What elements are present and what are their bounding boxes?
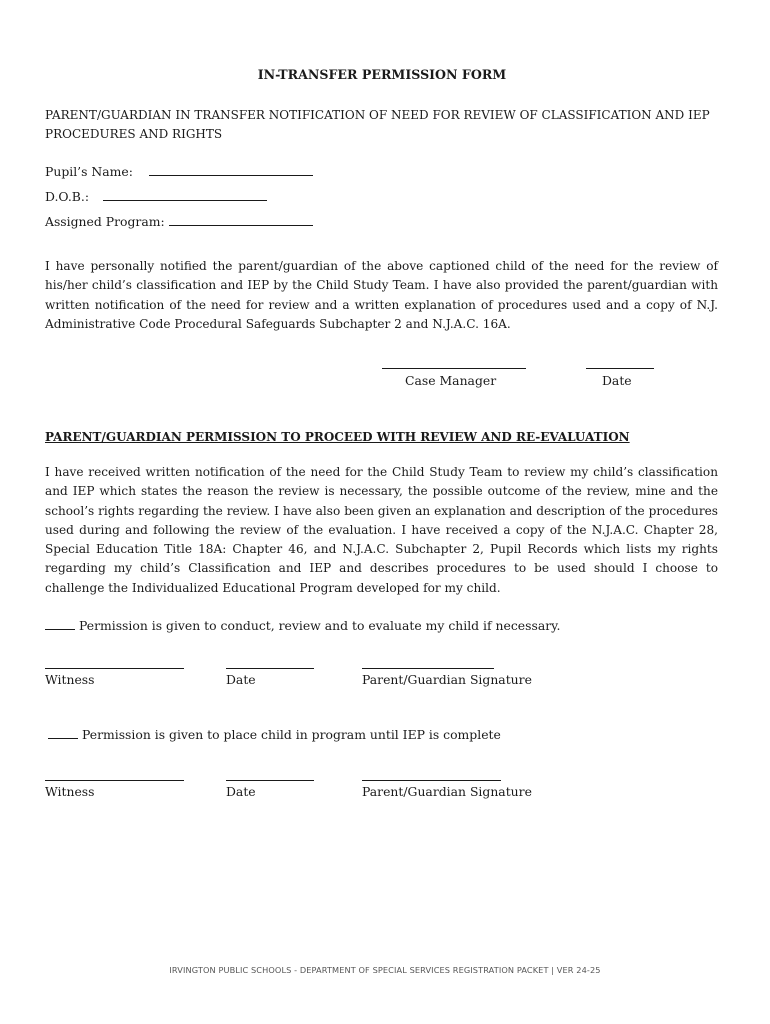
pupil-name-label: Pupil’s Name: (45, 164, 133, 179)
permission1-date-line[interactable] (226, 668, 314, 669)
permission-paragraph: I have received written notification of the need for the Child Study Team to review my child’s classification and IEP which states the reason the review is necessary, the possible outcome of the review, mine and the school’s rights regarding the review. I have also been given an explanation and description of the procedures used during and following the review of the evaluation. I have received a copy of the N.J.A.C. Chapter 28, Special Education Title 18A: Chapter 46, and N.J.A.C. Subchapter 2, Pupil Records which lists my rights regarding my child’s Classification and IEP and describes procedures to be used should I choose to challenge the Individualized Educational Program developed for my child. (45, 465, 718, 595)
assigned-program-input-line[interactable] (169, 215, 313, 226)
permission1-witness-line[interactable] (45, 668, 184, 669)
page-footer: IRVINGTON PUBLIC SCHOOLS - DEPARTMENT OF SPECIAL SERVICES REGISTRATION PACKET | VER 24-25 (169, 965, 601, 975)
dob-label: D.O.B.: (45, 189, 90, 204)
permission2-signature-line[interactable] (362, 780, 501, 781)
permission2-witness-line[interactable] (45, 780, 184, 781)
case-manager-signature-line[interactable] (382, 368, 526, 369)
permission2-text: Permission is given to place child in program until IEP is complete (81, 727, 501, 742)
permission1-witness-label: Witness (45, 672, 95, 687)
permission2-checkbox-line[interactable] (48, 728, 78, 739)
case-manager-date-line[interactable] (586, 368, 654, 369)
permission2-signature-label: Parent/Guardian Signature (362, 784, 532, 799)
permission1-signature-label: Parent/Guardian Signature (362, 672, 532, 687)
section-heading-permission: PARENT/GUARDIAN PERMISSION TO PROCEED WITH REVIEW AND RE-EVALUATION (45, 430, 630, 444)
assigned-program-field (45, 214, 313, 229)
permission1-text: Permission is given to conduct, review and to evaluate my child if necessary. (78, 618, 561, 633)
permission2-witness-label: Witness (45, 784, 95, 799)
permission2-row (48, 727, 501, 742)
case-manager-paragraph: I have personally notified the parent/guardian of the above captioned child of the need for the review of his/her child’s classification and IEP by the Child Study Team. I have also provided the parent/guardian with written notification of the need for review and a written explanation of procedures used and a copy of N.J. Administrative Code Procedural Safeguards Subchapter 2 and N.J.A.C. 16A. (45, 259, 718, 331)
case-manager-label: Case Manager (405, 373, 497, 388)
pupil-name-field (45, 164, 313, 179)
notice-heading: PARENT/GUARDIAN IN TRANSFER NOTIFICATION OF NEED FOR REVIEW OF CLASSIFICATION AND IEP PROCEDURES AND RIGHTS (45, 108, 710, 141)
permission1-signature-line[interactable] (362, 668, 494, 669)
case-manager-date-label: Date (602, 373, 632, 388)
permission2-date-label: Date (226, 784, 256, 799)
permission1-checkbox-line[interactable] (45, 619, 75, 630)
dob-field (45, 189, 267, 204)
permission2-date-line[interactable] (226, 780, 314, 781)
form-title: IN-TRANSFER PERMISSION FORM (257, 67, 507, 82)
assigned-program-label: Assigned Program: (45, 214, 165, 229)
permission1-date-label: Date (226, 672, 256, 687)
permission1-row (45, 618, 560, 633)
dob-input-line[interactable] (103, 190, 267, 201)
pupil-name-input-line[interactable] (149, 165, 313, 176)
